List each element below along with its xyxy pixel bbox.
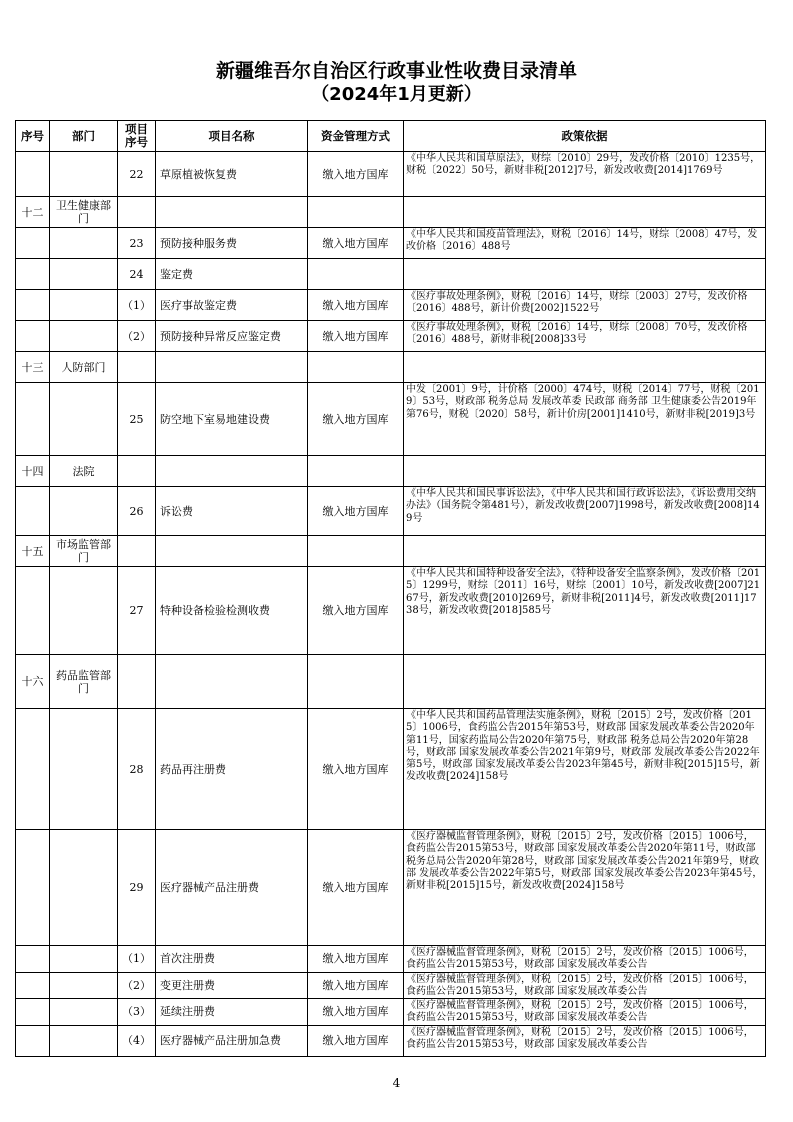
header-fund-mgmt: 资金管理方式 (308, 121, 404, 152)
row-fund-mgmt: 缴入地方国库 (308, 567, 404, 655)
row-fund-mgmt: 缴入地方国库 (308, 152, 404, 197)
document-title: 新疆维吾尔自治区行政事业性收费目录清单 (215, 60, 577, 82)
row-seq: 十六 (16, 655, 50, 709)
row-item-name: 首次注册费 (156, 946, 308, 973)
row-item-name: 特种设备检验检测收费 (156, 567, 308, 655)
row-item-seq: （1） (118, 946, 156, 973)
row-seq (16, 567, 50, 655)
row-policy: 《中华人民共和国药品管理法实施条例》，财税〔2015〕2号，发改价格〔2015〕1006号，食药监公告2015年第53号，财政部 国家发展改革委公告2020年第11号，国家药监局公告2020年第75号，财政部 税务总局公告2020年第28号，财政部 国家发展改革委公告2021年第9号，财政部 发展改革委公告2022年第5号，财政部 国家发展改革委公告2023年第45号，新财非税[2015]15号，新发改收费[2024]158号 (404, 709, 766, 830)
table-row (16, 487, 766, 536)
row-item-seq: 29 (118, 830, 156, 946)
row-fund-mgmt (308, 655, 404, 709)
row-dept (50, 383, 118, 456)
row-fund-mgmt: 缴入地方国库 (308, 946, 404, 973)
row-fund-mgmt (308, 536, 404, 567)
row-dept (50, 830, 118, 946)
row-dept: 卫生健康部门 (50, 197, 118, 228)
header-seq: 序号 (16, 121, 50, 152)
row-seq: 十二 (16, 197, 50, 228)
row-item-name: 变更注册费 (156, 972, 308, 999)
row-item-name: 药品再注册费 (156, 709, 308, 830)
document-subtitle: （2024年1月更新） (311, 84, 482, 105)
row-dept: 法院 (50, 456, 118, 487)
row-seq (16, 228, 50, 259)
row-seq (16, 152, 50, 197)
row-policy: 《医疗器械监督管理条例》，财税〔2015〕2号，发改价格〔2015〕1006号，食药监公告2015第53号，财政部 国家发展改革委公告2020年第11号，财政部 税务总局公告2020年第28号，财政部 国家发展改革委公告2021年第9号，财政部 发展改革委公告2022年第5号，财政部 国家发展改革委公告2023年第45号，新财非税[2015]15号，新发改收费[2024]158号 (404, 830, 766, 946)
row-seq: 十五 (16, 536, 50, 567)
row-item-seq: （2） (118, 972, 156, 999)
row-fund-mgmt: 缴入地方国库 (308, 999, 404, 1026)
row-item-seq: （4） (118, 1025, 156, 1056)
table-row (16, 709, 766, 830)
row-fund-mgmt (308, 456, 404, 487)
row-item-seq: 23 (118, 228, 156, 259)
row-item-seq: 26 (118, 487, 156, 536)
row-item-name: 预防接种服务费 (156, 228, 308, 259)
row-item-seq: （1） (118, 290, 156, 321)
header-dept: 部门 (50, 121, 118, 152)
row-seq (16, 972, 50, 999)
row-fund-mgmt: 缴入地方国库 (308, 709, 404, 830)
row-item-name: 防空地下室易地建设费 (156, 383, 308, 456)
row-policy (404, 536, 766, 567)
row-seq (16, 259, 50, 290)
table-row (16, 352, 766, 383)
row-dept (50, 946, 118, 973)
row-dept (50, 972, 118, 999)
table-row (16, 536, 766, 567)
row-dept (50, 259, 118, 290)
row-item-seq: 22 (118, 152, 156, 197)
row-policy: 《医疗器械监督管理条例》，财税〔2015〕2号，发改价格〔2015〕1006号，食药监公告2015第53号，财政部 国家发展改革委公告 (404, 946, 766, 973)
row-item-seq (118, 536, 156, 567)
table-row (16, 567, 766, 655)
row-seq (16, 383, 50, 456)
row-dept (50, 228, 118, 259)
row-item-name: 延续注册费 (156, 999, 308, 1026)
header-item-seq: 项目序号 (118, 121, 156, 152)
row-item-name (156, 655, 308, 709)
row-seq (16, 999, 50, 1026)
table-row (16, 383, 766, 456)
row-policy: 《中华人民共和国民事诉讼法》，《中华人民共和国行政诉讼法》，《诉讼费用交纳办法》（国务院令第481号），新发改收费[2007]1998号，新发改收费[2008]149号 (404, 487, 766, 536)
row-policy (404, 259, 766, 290)
table-row (16, 456, 766, 487)
row-item-name: 鉴定费 (156, 259, 308, 290)
row-seq: 十四 (16, 456, 50, 487)
row-dept (50, 321, 118, 352)
table-row (16, 830, 766, 946)
row-fund-mgmt: 缴入地方国库 (308, 228, 404, 259)
row-dept (50, 709, 118, 830)
fee-catalog-table (15, 120, 766, 1057)
table-header-row (16, 121, 766, 152)
row-fund-mgmt: 缴入地方国库 (308, 487, 404, 536)
table-row (16, 946, 766, 973)
row-fund-mgmt (308, 197, 404, 228)
row-dept: 人防部门 (50, 352, 118, 383)
table-row (16, 152, 766, 197)
row-policy: 《医疗事故处理条例》，财税〔2016〕14号，财综〔2003〕27号，发改价格〔2016〕488号，新计价费[2002]1522号 (404, 290, 766, 321)
header-item-name: 项目名称 (156, 121, 308, 152)
row-policy: 《医疗事故处理条例》，财税〔2016〕14号，财综〔2008〕70号，发改价格〔2016〕488号，新财非税[2008]33号 (404, 321, 766, 352)
table-row (16, 259, 766, 290)
row-seq (16, 830, 50, 946)
row-item-name (156, 352, 308, 383)
table-row (16, 197, 766, 228)
row-item-name: 医疗器械产品注册加急费 (156, 1025, 308, 1056)
row-item-name (156, 197, 308, 228)
row-dept (50, 1025, 118, 1056)
page-number: 4 (392, 1076, 401, 1090)
row-policy: 《医疗器械监督管理条例》，财税〔2015〕2号，发改价格〔2015〕1006号，食药监公告2015第53号，财政部 国家发展改革委公告 (404, 1025, 766, 1056)
row-item-name (156, 536, 308, 567)
row-dept (50, 152, 118, 197)
row-seq (16, 1025, 50, 1056)
row-item-seq: 25 (118, 383, 156, 456)
row-item-seq (118, 352, 156, 383)
row-fund-mgmt: 缴入地方国库 (308, 830, 404, 946)
table-row (16, 999, 766, 1026)
row-item-seq (118, 456, 156, 487)
row-item-name: 预防接种异常反应鉴定费 (156, 321, 308, 352)
row-item-seq: 27 (118, 567, 156, 655)
row-fund-mgmt: 缴入地方国库 (308, 1025, 404, 1056)
row-fund-mgmt (308, 352, 404, 383)
row-item-name: 医疗事故鉴定费 (156, 290, 308, 321)
row-policy: 《医疗器械监督管理条例》，财税〔2015〕2号，发改价格〔2015〕1006号，食药监公告2015第53号，财政部 国家发展改革委公告 (404, 972, 766, 999)
row-policy (404, 352, 766, 383)
row-item-seq: 24 (118, 259, 156, 290)
table-row (16, 1025, 766, 1056)
row-seq: 十三 (16, 352, 50, 383)
row-dept (50, 567, 118, 655)
row-policy: 《中华人民共和国疫苗管理法》，财税〔2016〕14号，财综〔2008〕47号，发改价格〔2016〕488号 (404, 228, 766, 259)
row-item-seq: （2） (118, 321, 156, 352)
row-item-seq (118, 197, 156, 228)
row-dept (50, 290, 118, 321)
row-item-name: 草原植被恢复费 (156, 152, 308, 197)
table-row (16, 321, 766, 352)
row-item-name (156, 456, 308, 487)
row-seq (16, 709, 50, 830)
row-fund-mgmt (308, 259, 404, 290)
row-item-seq (118, 655, 156, 709)
row-dept (50, 487, 118, 536)
row-item-name: 诉讼费 (156, 487, 308, 536)
table-row (16, 972, 766, 999)
row-dept: 市场监管部门 (50, 536, 118, 567)
table-row (16, 290, 766, 321)
row-policy: 《医疗器械监督管理条例》，财税〔2015〕2号，发改价格〔2015〕1006号，食药监公告2015第53号，财政部 国家发展改革委公告 (404, 999, 766, 1026)
row-seq (16, 946, 50, 973)
row-fund-mgmt: 缴入地方国库 (308, 383, 404, 456)
row-dept (50, 999, 118, 1026)
table-row (16, 228, 766, 259)
row-fund-mgmt: 缴入地方国库 (308, 321, 404, 352)
row-policy (404, 456, 766, 487)
row-item-name: 医疗器械产品注册费 (156, 830, 308, 946)
row-fund-mgmt: 缴入地方国库 (308, 290, 404, 321)
header-policy: 政策依据 (404, 121, 766, 152)
row-policy (404, 655, 766, 709)
row-item-seq: 28 (118, 709, 156, 830)
row-seq (16, 290, 50, 321)
row-policy: 《中华人民共和国草原法》，财综〔2010〕29号，发改价格〔2010〕1235号，财税〔2022〕50号，新财非税[2012]7号，新发改收费[2014]1769号 (404, 152, 766, 197)
row-seq (16, 321, 50, 352)
row-policy (404, 197, 766, 228)
row-policy: 《中华人民共和国特种设备安全法》，《特种设备安全监察条例》，发改价格〔2015〕1299号，财综〔2011〕16号，财综〔2001〕10号，新发改收费[2007]2167号，新发改收费[2010]269号，新财非税[2011]4号，新发改收费[2011]1738号，新发改收费[2018]585号 (404, 567, 766, 655)
table-row (16, 655, 766, 709)
row-fund-mgmt: 缴入地方国库 (308, 972, 404, 999)
row-item-seq: （3） (118, 999, 156, 1026)
row-seq (16, 487, 50, 536)
row-policy: 中发〔2001〕9号，计价格〔2000〕474号，财税〔2014〕77号，财税〔2019〕53号，财政部 税务总局 发展改革委 民政部 商务部 卫生健康委公告2019年第76号，财税〔2020〕58号，新计价房[2001]1410号，新财非税[2019]3号 (404, 383, 766, 456)
row-dept: 药品监管部门 (50, 655, 118, 709)
